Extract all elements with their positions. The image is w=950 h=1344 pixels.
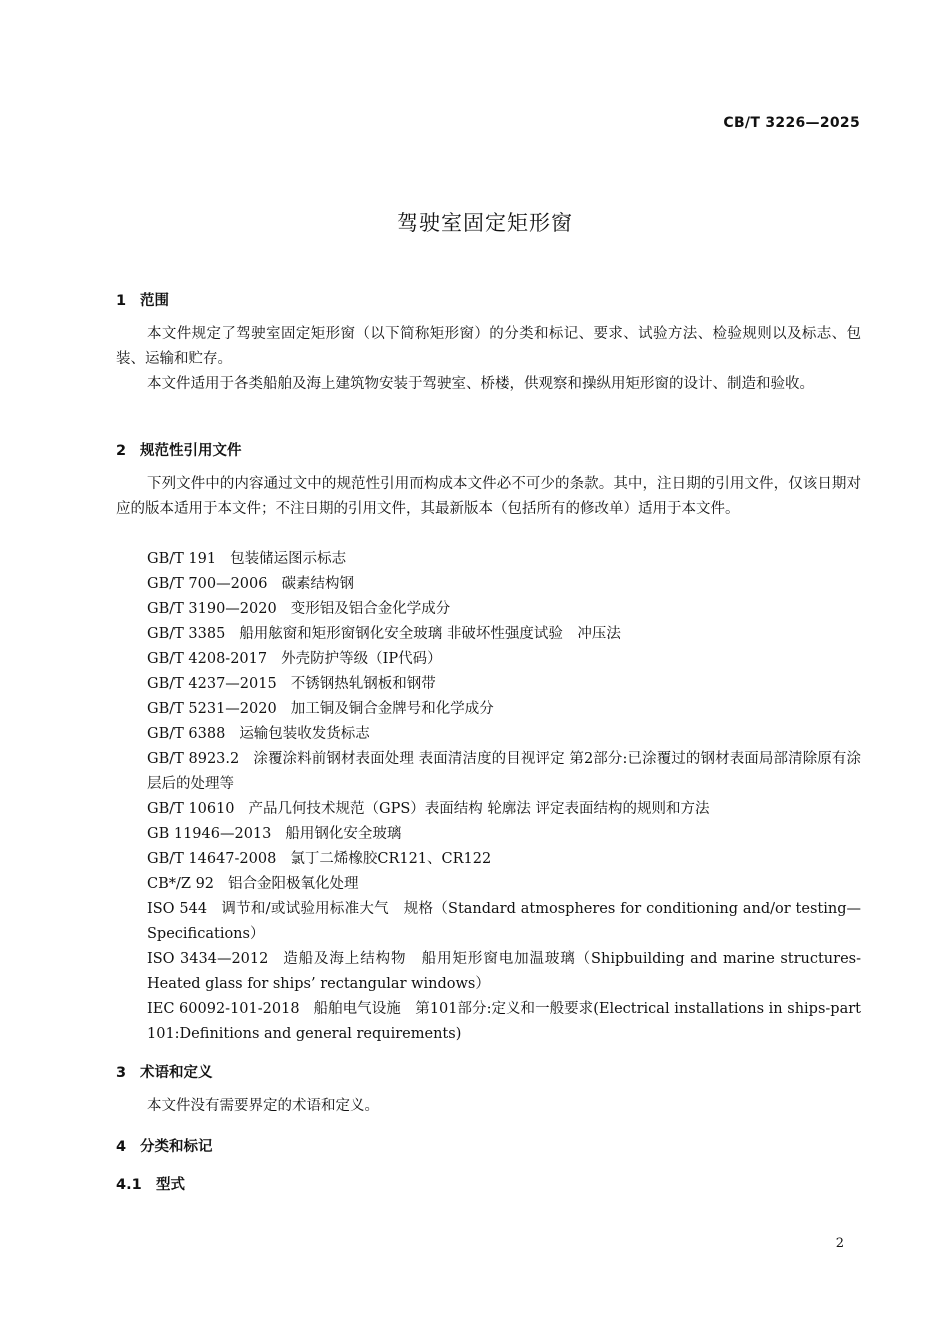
reference-item: [147, 672, 861, 697]
reference-code: GB/T 14647-2008: [147, 851, 277, 867]
reference-code: CB*/Z 92: [147, 876, 215, 892]
section-3-heading: [116, 1061, 213, 1082]
reference-code: GB/T 5231—2020: [147, 701, 277, 717]
reference-title: 铝合金阳极氧化处理: [228, 876, 359, 892]
section-title: 规范性引用文件: [140, 443, 242, 459]
reference-item: [147, 897, 861, 947]
reference-code: ISO 3434—2012: [147, 951, 269, 967]
document-title: 驾驶室固定矩形窗: [397, 211, 573, 235]
scope-paragraph-1: 本文件规定了驾驶室固定矩形窗（以下简称矩形窗）的分类和标记、要求、试验方法、检验规则以及标志、包装、运输和贮存。: [116, 326, 861, 367]
section-number: 2: [116, 443, 127, 459]
scope-paragraph-2: 本文件适用于各类船舶及海上建筑物安装于驾驶室、桥楼，供观察和操纵用矩形窗的设计、制造和验收。: [147, 376, 814, 392]
section-number: 3: [116, 1065, 127, 1081]
reference-title: 碳素结构钢: [281, 576, 354, 592]
reference-title: 运输包装收发货标志: [239, 726, 370, 742]
section-number: 4: [116, 1139, 127, 1155]
reference-title: 包装储运图示标志: [230, 551, 347, 567]
reference-title: 氯丁二烯橡胶CR121、CR122: [290, 851, 492, 867]
reference-code: GB 11946—2013: [147, 826, 272, 842]
reference-item: [147, 647, 861, 672]
reference-title: 船用钢化安全玻璃: [285, 826, 402, 842]
reference-code: GB/T 191: [147, 551, 217, 567]
section-title: 术语和定义: [140, 1065, 213, 1081]
reference-code: GB/T 10610: [147, 801, 235, 817]
reference-item: [147, 547, 861, 572]
reference-title: 船用舷窗和矩形窗钢化安全玻璃 非破坏性强度试验 冲压法: [239, 626, 621, 642]
reference-title: 产品几何技术规范（GPS）表面结构 轮廓法 评定表面结构的规则和方法: [248, 801, 710, 817]
section-4-heading: [116, 1135, 213, 1156]
section-1-heading: [116, 289, 169, 310]
section-number: 1: [116, 293, 127, 309]
reference-item: [147, 572, 861, 597]
reference-code: GB/T 700—2006: [147, 576, 268, 592]
reference-title: 调节和/或试验用标准大气 规格（Standard atmospheres for conditioning and/or testing—Specifications）: [147, 901, 861, 942]
section-title: 范围: [140, 293, 169, 309]
reference-item: [147, 822, 861, 847]
section-4-1-heading: [116, 1173, 185, 1194]
reference-title: 涂覆涂料前钢材表面处理 表面清洁度的目视评定 第2部分:已涂覆过的钢材表面局部清除原有涂层后的处理等: [147, 751, 862, 792]
reference-item: [147, 797, 861, 822]
reference-item: [147, 697, 861, 722]
reference-title: 加工铜及铜合金牌号和化学成分: [290, 701, 494, 717]
reference-code: GB/T 6388: [147, 726, 226, 742]
reference-title: 不锈钢热轧钢板和钢带: [290, 676, 436, 692]
reference-item: [147, 722, 861, 747]
reference-title: 造船及海上结构物 船用矩形窗电加温玻璃（Shipbuilding and marine structures-Heated glass for ships’ rectangular windows）: [147, 951, 861, 992]
reference-item: [147, 947, 861, 997]
reference-item: [147, 997, 861, 1047]
reference-code: ISO 544: [147, 901, 208, 917]
reference-title: 船舶电气设施 第101部分:定义和一般要求(Electrical installations in ships-part 101:Definitions and general requirements): [147, 1001, 861, 1042]
subsection-title: 型式: [156, 1177, 185, 1193]
reference-code: IEC 60092-101-2018: [147, 1001, 300, 1017]
references-intro-paragraph: 下列文件中的内容通过文中的规范性引用而构成本文件必不可少的条款。其中，注日期的引用文件，仅该日期对应的版本适用于本文件；不注日期的引用文件，其最新版本（包括所有的修改单）适用于本文件。: [116, 476, 861, 517]
reference-code: GB/T 8923.2: [147, 751, 240, 767]
document-code: CB/T 3226—2025: [723, 115, 860, 131]
terms-paragraph: 本文件没有需要界定的术语和定义。: [147, 1098, 379, 1114]
reference-title: 变形铝及铝合金化学成分: [290, 601, 451, 617]
section-2-heading: [116, 439, 242, 460]
reference-item: [147, 872, 861, 897]
reference-item: [147, 597, 861, 622]
reference-title: 外壳防护等级（IP代码）: [281, 651, 442, 667]
section-title: 分类和标记: [140, 1139, 213, 1155]
reference-code: GB/T 4237—2015: [147, 676, 277, 692]
reference-item: [147, 747, 861, 797]
subsection-number: 4.1: [116, 1177, 142, 1193]
reference-code: GB/T 3190—2020: [147, 601, 277, 617]
reference-code: GB/T 4208-2017: [147, 651, 268, 667]
reference-code: GB/T 3385: [147, 626, 226, 642]
page-number: 2: [835, 1236, 844, 1251]
reference-item: [147, 622, 861, 647]
reference-item: [147, 847, 861, 872]
